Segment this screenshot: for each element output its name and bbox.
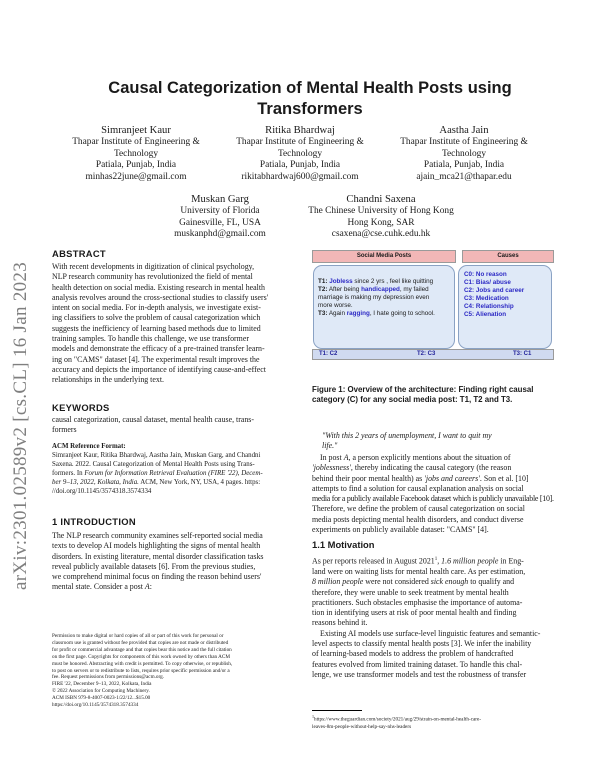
title-line-2: Transformers bbox=[257, 100, 363, 118]
permission-line: for profit or commercial advantage and that copies bear this notice and the full citation bbox=[52, 646, 232, 653]
keywords-line: formers bbox=[52, 425, 77, 435]
author-email[interactable]: muskanphd@gmail.com bbox=[174, 229, 266, 240]
permission-notice bbox=[52, 633, 295, 709]
motivation-line: practitioners. Such obstacles emphasise the importance of automa- bbox=[312, 597, 523, 607]
motivation-line: tion in identifying users at risk of poor mental health and finding bbox=[312, 608, 517, 618]
cause-item: C4: Relationship bbox=[464, 302, 514, 310]
analysis-line: In post A, a person explicitly mentions about the situation of bbox=[320, 453, 511, 462]
keywords-line: causal categorization, causal dataset, mental health cause, trans- bbox=[52, 415, 254, 424]
post-t2-cont: more worse. bbox=[318, 301, 353, 309]
author-location: Patiala, Punjab, India bbox=[259, 160, 341, 171]
motivation-line: reasons behind it. bbox=[312, 618, 368, 628]
arxiv-stamp bbox=[2, 190, 42, 590]
abstract-heading: ABSTRACT bbox=[52, 248, 106, 259]
cause-item: C2: Jobs and career bbox=[464, 286, 525, 294]
author-name: Ritika Bhardwaj bbox=[265, 125, 335, 136]
footnote bbox=[312, 714, 554, 731]
footnote-rule bbox=[312, 710, 362, 711]
cause-list bbox=[464, 271, 550, 318]
author-block bbox=[56, 124, 216, 183]
motivation-body bbox=[312, 555, 554, 680]
introduction-line: reveal publicly available datasets [6]. From the previous studies, bbox=[52, 561, 256, 571]
motivation-line: of learning-based models to address the problem of handcrafted bbox=[312, 649, 514, 659]
author-email[interactable]: rikitabhardwaj600@gmail.com bbox=[241, 171, 359, 182]
author-name: Chandni Saxena bbox=[346, 194, 416, 205]
abstract-line: ing on "CAMS" dataset [4]. The experimental result improves the bbox=[52, 354, 260, 364]
analysis-line: media posts depicting mental health disorders, and conduct diverse bbox=[312, 514, 524, 524]
author-location: Gainesville, FL, USA bbox=[179, 217, 261, 228]
quote-line: life." bbox=[322, 441, 338, 451]
analysis-line: media for a publicly available Facebook dataset which is publicly unavailable [10]. bbox=[312, 494, 554, 504]
post-texts bbox=[318, 278, 452, 318]
acm-reference-heading: ACM Reference Format: bbox=[52, 443, 126, 450]
author-affiliation: Thapar Institute of Engineering & bbox=[72, 137, 200, 147]
abstract-line: accuracy and depicts the importance of identifying cause-and-effect bbox=[52, 364, 266, 374]
author-email[interactable]: minhas22june@gmail.com bbox=[85, 171, 187, 182]
motivation-heading: 1.1 Motivation bbox=[312, 539, 375, 550]
analysis-line: Therefore, we define the problem of causal categorization on social bbox=[312, 504, 525, 514]
acm-reference-line: formers. In Forum for Information Retrieval Evaluation (FIRE '22), Decem- bbox=[52, 469, 263, 477]
author-name: Aastha Jain bbox=[439, 125, 489, 136]
author-email[interactable]: ajain_mca21@thapar.edu bbox=[416, 171, 512, 182]
introduction-line: The NLP research community examines self-reported social media bbox=[52, 531, 263, 540]
motivation-line: level aspects to classify mental health posts [3]. We infer the inability bbox=[312, 639, 532, 648]
title-line-1: Causal Categorization of Mental Health Posts using bbox=[108, 79, 512, 97]
abstract-line: analysis revolves around the cross-sectional studies to classify users' bbox=[52, 292, 269, 302]
motivation-line: lenge, we use transformer models and test the robustness of transfer bbox=[312, 669, 527, 679]
permission-line: fee. Request permissions from permissions@acm.org. bbox=[52, 674, 165, 681]
cause-item: C5: Alienation bbox=[464, 310, 507, 318]
author-block bbox=[296, 193, 466, 241]
author-location: Patiala, Punjab, India bbox=[95, 160, 177, 171]
motivation-line: As per reports released in August 2021$^1$, 1.6 million people in Eng- bbox=[312, 556, 524, 566]
acm-reference-line: Simranjeet Kaur, Ritika Bhardwaj, Aastha Jain, Muskan Garg, and Chandni bbox=[52, 451, 261, 459]
author-affiliation: University of Florida bbox=[180, 206, 260, 216]
abstract-line: NLP research community has revolutionized the field of mental bbox=[52, 272, 253, 282]
mapping-t2: T2: C3 bbox=[417, 351, 436, 357]
abstract-line: models and demonstrate the efficacy of a pre-trained transfer learn- bbox=[52, 344, 265, 354]
introduction-line: mental state. Consider a post A: bbox=[52, 582, 152, 592]
post-t1: T1: Jobless since 2 yrs , feel like quitting bbox=[318, 278, 434, 285]
figure-architecture bbox=[312, 250, 552, 374]
author-location: Patiala, Punjab, India bbox=[423, 160, 505, 171]
caption-line: Figure 1: Overview of the architecture: Finding right causal bbox=[312, 385, 534, 394]
abstract-body bbox=[52, 262, 295, 386]
arxiv-id: arXiv:2301.02589v2 [cs.CL] 16 Jan 2023 bbox=[10, 261, 31, 590]
analysis-line: 'joblessness', thereby indicating the causal category (the reason bbox=[312, 463, 512, 473]
motivation-line: land were on waiting lists for mental health care. As per estimation, bbox=[312, 566, 526, 576]
copyright-line: © 2022 Association for Computing Machinery. bbox=[52, 688, 150, 695]
author-affiliation: Technology bbox=[441, 148, 487, 159]
figure-caption bbox=[312, 385, 552, 406]
acm-reference bbox=[52, 443, 295, 496]
introduction-body bbox=[52, 531, 295, 593]
author-name: Simranjeet Kaur bbox=[101, 125, 171, 136]
caption-line: category (C) for any social media post: T1, T2 and T3. bbox=[312, 395, 513, 405]
abstract-line: ing classifiers to solve the problem of causal categorization which bbox=[52, 313, 261, 323]
mapping-t1: T1: C2 bbox=[319, 351, 338, 357]
motivation-line: 8 million people were not considered sick enough to qualify and bbox=[312, 577, 515, 587]
posts-header: Social Media Posts bbox=[312, 250, 456, 263]
doi-link[interactable]: https://doi.org/10.1145/3574318.3574334 bbox=[52, 702, 139, 709]
introduction-line: we comprehend minimal focus on finding the reason behind users' bbox=[52, 572, 262, 582]
introduction-line: texts to develop AI models highlighting the signs of mental health bbox=[52, 541, 261, 551]
footnote-link: $^1$https://www.theguardian.com/society/2021/aug/29/strain-on-mental-health-care- bbox=[312, 714, 482, 723]
quote-line: "With this 2 years of unemployment, I want to quit my bbox=[322, 431, 492, 440]
author-affiliation: Thapar Institute of Engineering & bbox=[400, 137, 528, 147]
causes-header: Causes bbox=[462, 250, 554, 263]
mapping-bar bbox=[312, 349, 554, 360]
analysis-line: attempts to find a solution for causal explanation analysis on social bbox=[312, 483, 524, 493]
author-email[interactable]: csaxena@cse.cuhk.edu.hk bbox=[331, 229, 431, 240]
author-affiliation: Technology bbox=[277, 148, 323, 159]
abstract-line: relationships in the underlying text. bbox=[52, 375, 164, 385]
motivation-line: features evolved from limited training dataset. To handle this chal- bbox=[312, 659, 523, 669]
motivation-line: therefore, they were unable to seek treatment by mental health bbox=[312, 587, 509, 597]
acm-reference-line: ber 9–13, 2022, Kolkata, India. ACM, New York, NY, USA, 4 pages. https: bbox=[52, 478, 261, 486]
abstract-line: suggests the inefficiency of learning based methods due to limited bbox=[52, 323, 261, 333]
acm-reference-doi[interactable]: //doi.org/10.1145/3574318.3574334 bbox=[52, 487, 152, 495]
abstract-line: intent on social media. For in-depth analysis, we investigate exist- bbox=[52, 303, 261, 313]
mapping-t3: T3: C1 bbox=[513, 351, 532, 357]
post-t2: T2: After being handicapped, my failed bbox=[318, 285, 429, 293]
paper-title bbox=[100, 78, 520, 120]
acm-reference-line: Saxena. 2022. Causal Categorization of Mental Health Posts using Trans- bbox=[52, 460, 255, 468]
keywords-heading: KEYWORDS bbox=[52, 402, 110, 413]
permission-line: classroom use is granted without fee provided that copies are not made or distributed bbox=[52, 639, 229, 646]
author-block bbox=[220, 124, 380, 183]
footnote-link-cont[interactable]: leaves-8m-people-without-help-say-nhs-leaders bbox=[312, 723, 412, 730]
abstract-line: training samples. To handle this challenge, we use transformer bbox=[52, 334, 249, 344]
analysis-line: behind their poor mental health) as 'jobs and careers'. Son et al. [10] bbox=[312, 473, 529, 483]
permission-line: must be honored. Abstracting with credit is permitted. To copy otherwise, or republish, bbox=[52, 660, 233, 667]
post-a-analysis bbox=[312, 453, 554, 535]
author-block bbox=[140, 193, 300, 241]
analysis-line: experiments on publicly available dataset: "CAMS" [4]. bbox=[312, 525, 489, 535]
introduction-heading: 1 INTRODUCTION bbox=[52, 516, 136, 527]
post-a-quote bbox=[322, 431, 554, 452]
isbn-line: ACM ISBN 979-8-4007-0023-1/22/12...$15.00 bbox=[52, 695, 151, 702]
author-location: Hong Kong, SAR bbox=[347, 217, 415, 228]
post-t2-cont: marriage is making my depression even bbox=[318, 293, 430, 301]
keywords-body bbox=[52, 415, 295, 436]
permission-line: to post on servers or to redistribute to lists, requires prior specific permission and/or a bbox=[52, 667, 230, 674]
author-affiliation: Thapar Institute of Engineering & bbox=[236, 137, 364, 147]
author-block bbox=[384, 124, 544, 183]
cause-item: C3: Medication bbox=[464, 294, 509, 302]
permission-line: on the first page. Copyrights for components of this work owned by others than ACM bbox=[52, 653, 230, 660]
author-affiliation: The Chinese University of Hong Kong bbox=[308, 206, 454, 216]
author-name: Muskan Garg bbox=[191, 194, 249, 205]
conference-line: FIRE '22, December 9–13, 2022, Kolkata, India bbox=[52, 681, 152, 688]
introduction-line: disorders. In existing literature, mental disorder classification tasks bbox=[52, 551, 264, 561]
post-t3: T3: Again ragging, I hate going to school. bbox=[318, 309, 435, 317]
author-affiliation: Technology bbox=[113, 148, 159, 159]
cause-item: C1: Bias/ abuse bbox=[464, 278, 511, 286]
cause-item: C0: No reason bbox=[464, 271, 507, 278]
motivation-line: Existing AI models use surface-level linguistic features and semantic- bbox=[320, 628, 541, 638]
abstract-line: health detection on social media. Existing research in mental health bbox=[52, 282, 265, 292]
abstract-line: With recent developments in digitization of clinical psychology, bbox=[52, 262, 255, 271]
permission-line: Permission to make digital or hard copies of all or part of this work for personal or bbox=[52, 633, 224, 639]
